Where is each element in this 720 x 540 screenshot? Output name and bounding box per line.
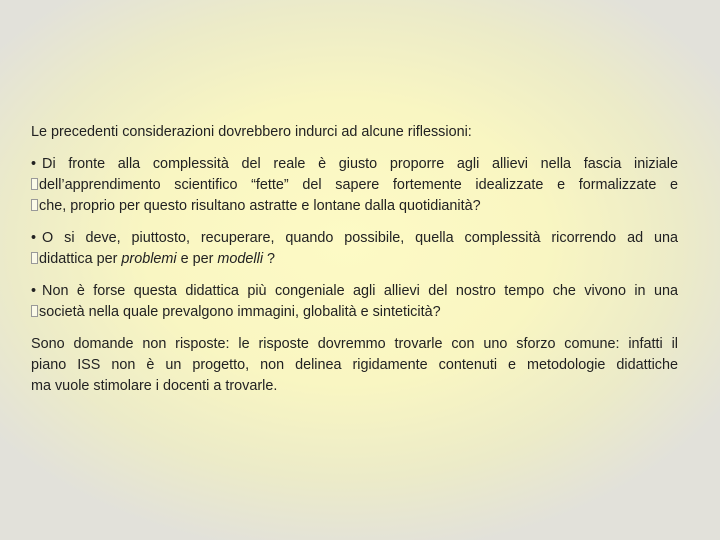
bullet-1 bbox=[31, 154, 678, 217]
bullet-icon: • bbox=[31, 156, 37, 172]
closing-line-2: piano ISS non è un progetto, non delinea rigidamente contenuti e metodologie didattiche bbox=[31, 357, 678, 373]
bullet-1-line-2 bbox=[31, 175, 678, 196]
intro-text: Le precedenti considerazioni dovrebbero indurci ad alcune riflessioni: bbox=[31, 124, 472, 140]
bullet-1-line-3 bbox=[31, 196, 678, 217]
closing-line-3: ma vuole stimolare i docenti a trovarle. bbox=[31, 378, 278, 394]
closing-paragraph bbox=[31, 334, 678, 397]
bullet-icon: • bbox=[31, 283, 37, 299]
bullet-2-text-1: O si deve, piuttosto, recuperare, quando possibile, quella complessità ricorrendo ad una bbox=[42, 230, 678, 246]
bullet-2-line-1 bbox=[31, 228, 678, 249]
bullet-1-line-1 bbox=[31, 154, 678, 175]
bullet-2-line-2 bbox=[31, 249, 678, 270]
bullet-2-text-2b: e per bbox=[176, 251, 218, 267]
missing-glyph-icon bbox=[31, 252, 38, 264]
bullet-1-text-3: che, proprio per questo risultano astratte e lontane dalla quotidianità? bbox=[39, 198, 481, 214]
bullet-3-line-1 bbox=[31, 281, 678, 302]
bullet-2-emphasis-problemi: problemi bbox=[121, 251, 177, 267]
bullet-2-text-2a: didattica per bbox=[39, 251, 122, 267]
slide-content bbox=[31, 122, 678, 408]
missing-glyph-icon bbox=[31, 305, 38, 317]
bullet-1-text-1: Di fronte alla complessità del reale è giusto proporre agli allievi nella fascia iniziale bbox=[42, 156, 678, 172]
closing-line-1: Sono domande non risposte: le risposte dovremmo trovarle con uno sforzo comune: infatti il bbox=[31, 336, 678, 352]
missing-glyph-icon bbox=[31, 178, 38, 190]
bullet-3-text-1: Non è forse questa didattica più congeniale agli allievi del nostro tempo che vivono in una bbox=[42, 283, 678, 299]
bullet-2-text-2c: ? bbox=[263, 251, 276, 267]
bullet-icon: • bbox=[31, 230, 37, 246]
missing-glyph-icon bbox=[31, 199, 38, 211]
bullet-2-emphasis-modelli: modelli bbox=[217, 251, 264, 267]
bullet-2 bbox=[31, 228, 678, 270]
bullet-1-text-2: dell’apprendimento scientifico “fette” del sapere fortemente idealizzate e formalizzate e bbox=[39, 177, 678, 193]
bullet-3-line-2 bbox=[31, 302, 678, 323]
bullet-3 bbox=[31, 281, 678, 323]
bullet-3-text-2: società nella quale prevalgono immagini, globalità e sinteticità? bbox=[39, 304, 441, 320]
